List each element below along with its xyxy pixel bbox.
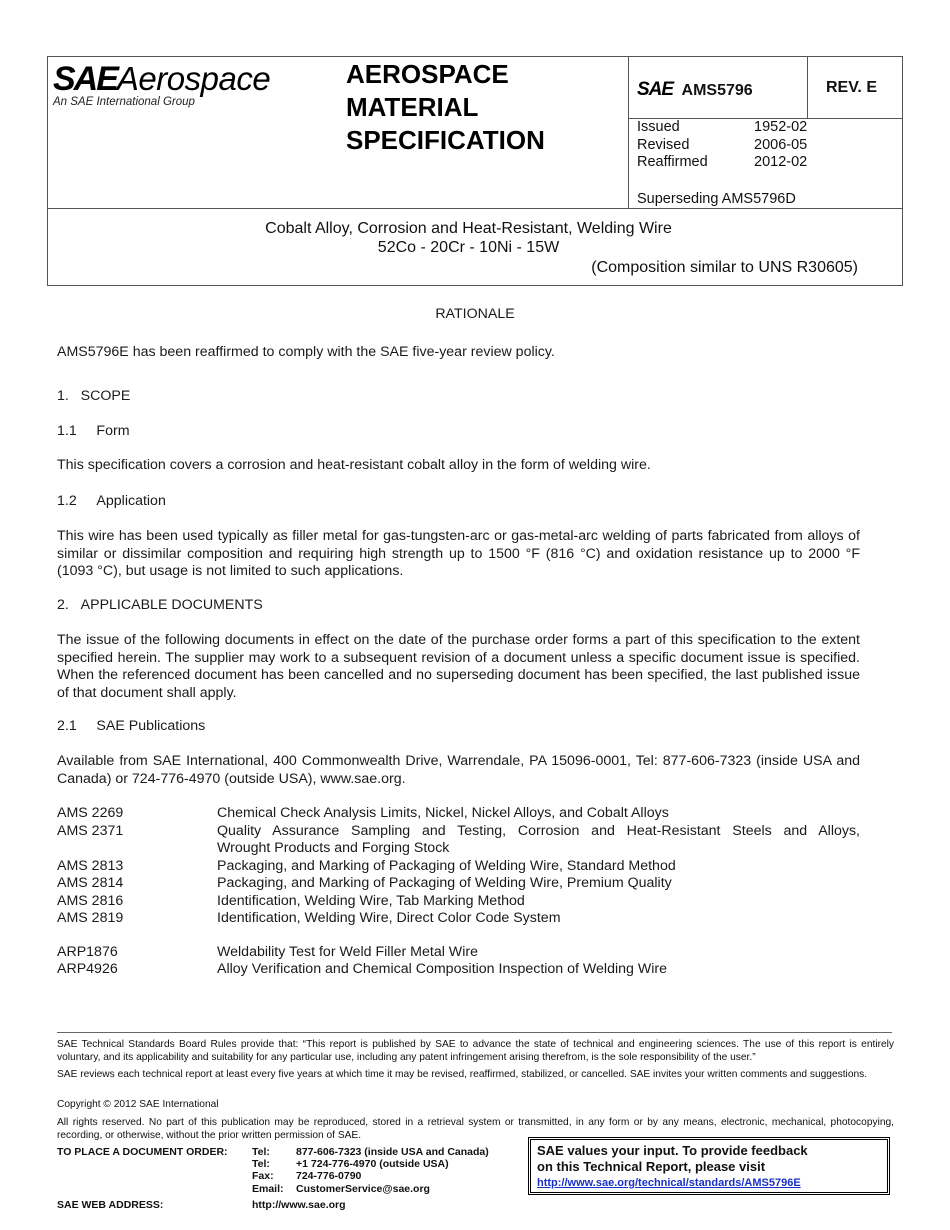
superseding-text: Superseding AMS5796D [637, 191, 796, 207]
divider [628, 56, 629, 208]
spec-title-line: 52Co - 20Cr - 10Ni - 15W [377, 239, 560, 256]
rights-text: All rights reserved. No part of this publication may be reproduced, stored in a retrieval system or transmitted, in any form or by any means, electronic, mechanical, photocopying, recording, or otherwise, without the prior written permission of SAE. [57, 1117, 894, 1141]
reference-title: Quality Assurance Sampling and Testing, Corrosion and Heat-Resistant Steels and Alloys, [217, 822, 860, 839]
rationale-text: AMS5796E has been reaffirmed to comply with the SAE five-year review policy. [57, 344, 555, 360]
contact-label: Tel: [252, 1146, 270, 1158]
reference-row [57, 823, 860, 841]
document-number-cell [637, 79, 753, 101]
reference-row [57, 961, 860, 979]
document-type [346, 58, 545, 157]
feedback-text: SAE values your input. To provide feedback [537, 1143, 808, 1158]
document-type-line: MATERIAL [346, 92, 479, 122]
contact-value: 877-606-7323 (inside USA and Canada) [296, 1146, 489, 1158]
reference-code: AMS 2819 [57, 910, 124, 926]
date-value: 2006-05 [754, 136, 808, 153]
reference-code: AMS 2269 [57, 805, 124, 821]
date-label: Revised [637, 136, 690, 153]
sae-publications-text: Available from SAE International, 400 Commonwealth Drive, Warrendale, PA 15096-0001, Tel: 877-606-7323 (inside USA and Canada) or 724-776-4970 (outside USA), www.sae.org. [57, 753, 860, 787]
reference-title-continued: Wrought Products and Forging Stock [217, 840, 450, 856]
reference-title: Packaging, and Marking of Packaging of Welding Wire, Premium Quality [217, 875, 672, 891]
reference-title: Identification, Welding Wire, Direct Color Code System [217, 910, 561, 926]
feedback-text: on this Technical Report, please visit [537, 1159, 766, 1174]
reference-title: Chemical Check Analysis Limits, Nickel, Nickel Alloys, and Cobalt Alloys [217, 805, 669, 821]
date-value: 2012-02 [754, 154, 808, 170]
feedback-box [528, 1137, 890, 1195]
contact-label: Email: [252, 1182, 284, 1195]
revision-label: REV. E [826, 79, 877, 96]
reference-code: ARP1876 [57, 943, 118, 960]
form-text: This specification covers a corrosion and heat-resistant cobalt alloy in the form of welding wire. [57, 457, 651, 473]
reference-code: AMS 2814 [57, 875, 124, 891]
logo-subtitle: An SAE International Group [53, 96, 195, 108]
reference-code: AMS 2371 [57, 822, 124, 839]
reference-row [57, 858, 860, 876]
logo-sae-text: SAE [53, 60, 117, 98]
logo-aerospace-text: Aerospace [116, 60, 271, 97]
spec-title-line: (Composition similar to UNS R30605) [591, 259, 858, 276]
reference-row [57, 805, 860, 823]
contact-value: +1 724-776-4970 (outside USA) [296, 1158, 449, 1171]
divider [807, 56, 808, 118]
feedback-link[interactable]: http://www.sae.org/technical/standards/AMS5796E [537, 1177, 801, 1189]
document-number: AMS5796 [681, 82, 753, 99]
footer-divider [57, 1032, 892, 1033]
applicable-documents-text: The issue of the following documents in effect on the date of the purchase order forms a part of this specification to the extent specified herein. The supplier may work to a subsequent revision of a document unless a specific document issue is specified. When the referenced document has been cancelled and no superseding document has been specified, the last published issue of that document shall apply. [57, 632, 860, 701]
footer-rules-text: SAE Technical Standards Board Rules provide that: “This report is published by SAE to advance the state of technical and engineering sciences. The use of this report is entirely voluntary, and its applicability and suitability for any particular use, including any patent infringement arising therefrom, is the sole responsibility of the user.” [57, 1039, 894, 1063]
sae-aerospace-logo [53, 60, 270, 99]
reference-row [57, 875, 860, 893]
document-type-line: AEROSPACE [346, 59, 509, 89]
reference-row [57, 893, 860, 911]
application-text: This wire has been used typically as filler metal for gas-tungsten-arc or gas-metal-arc welding of parts fabricated from alloys of similar or dissimilar composition and requiring high strength up to 1500 °F (816 °C) and oxidation resistance up to 2000 °F (1093 °C), but usage is not limited to such applications. [57, 528, 860, 579]
web-address-label: SAE WEB ADDRESS: [57, 1199, 164, 1211]
reference-list [57, 805, 860, 979]
date-label: Issued [637, 119, 680, 135]
reference-title: Weldability Test for Weld Filler Metal Wire [217, 943, 478, 960]
section-heading-form: 1.1 Form [57, 423, 130, 439]
section-heading-scope: 1. SCOPE [57, 388, 131, 404]
contact-label: Tel: [252, 1158, 270, 1171]
reference-title: Packaging, and Marking of Packaging of Welding Wire, Standard Method [217, 857, 676, 874]
section-heading-applicable-documents: 2. APPLICABLE DOCUMENTS [57, 597, 263, 613]
web-address-link[interactable]: http://www.sae.org [252, 1199, 346, 1211]
footer-review-text: SAE reviews each technical report at least every five years at which time it may be revised, reaffirmed, stabilized, or cancelled. SAE invites your written comments and suggestions. [57, 1069, 868, 1080]
date-value: 1952-02 [754, 119, 808, 135]
rationale-heading: RATIONALE [435, 306, 515, 322]
reference-row [57, 910, 860, 928]
reference-row [57, 944, 860, 962]
contact-email[interactable]: CustomerService@sae.org [296, 1182, 430, 1195]
section-heading-sae-publications: 2.1 SAE Publications [57, 718, 206, 734]
dates-block [637, 119, 807, 172]
document-type-line: SPECIFICATION [346, 125, 545, 155]
reference-code: AMS 2816 [57, 892, 124, 909]
sae-logo-small: SAE [637, 79, 674, 100]
reference-row [57, 840, 860, 858]
reference-title: Alloy Verification and Chemical Composition Inspection of Welding Wire [217, 961, 668, 977]
contact-value: 724-776-0790 [296, 1170, 362, 1183]
contact-label: Fax: [252, 1170, 274, 1183]
spec-title-line: Cobalt Alloy, Corrosion and Heat-Resistant, Welding Wire [265, 220, 672, 237]
contact-block [252, 1146, 489, 1195]
order-label: TO PLACE A DOCUMENT ORDER: [57, 1146, 228, 1158]
reference-code: ARP4926 [57, 961, 118, 977]
reference-code: AMS 2813 [57, 857, 124, 874]
section-heading-application: 1.2 Application [57, 493, 166, 509]
date-label: Reaffirmed [637, 154, 708, 170]
copyright-text: Copyright © 2012 SAE International [57, 1099, 219, 1110]
reference-title: Identification, Welding Wire, Tab Marking Method [217, 892, 525, 909]
